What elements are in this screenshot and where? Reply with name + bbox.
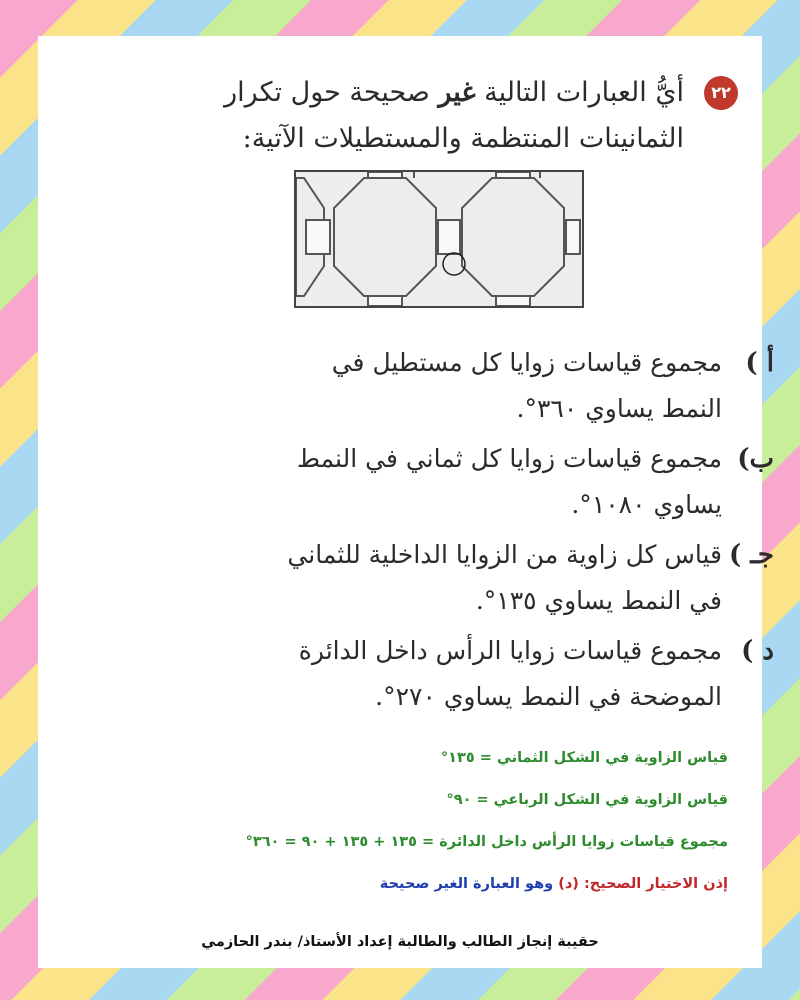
footer-credit: حقيبة إنجاز الطالب والطالبة إعداد الأستاذ/ بندر الحازمي [201,934,599,950]
not-emphasis: غير [438,77,476,108]
rectangle-top-right [496,172,530,178]
solution-rectangle-angle: قياس الزاوية في الشكل الرباعي = ٩٠° [446,792,728,808]
rectangle-mid-center [438,220,460,254]
option-c [122,532,774,624]
solution-answer [68,876,728,892]
answer-choice: (د) [558,876,579,892]
option-a-line-1: مجموع قياسات زوايا كل مستطيل في [331,348,722,377]
solution-vertex-sum: مجموع قياسات زوايا الرأس داخل الدائرة = ١٣٥ + ١٣٥ + ٩٠ = ٣٦٠° [245,834,728,850]
question-number-badge: ٢٢ [704,76,738,110]
tessellation-figure [294,170,584,308]
octagon-right [462,178,564,296]
option-d-line-1: مجموع قياسات زوايا الرأس داخل الدائرة [298,636,722,665]
solution-octagon-angle: قياس الزاوية في الشكل الثماني = ١٣٥° [440,750,728,766]
answer-suffix: وهو العبارة الغير صحيحة [379,876,559,892]
worksheet-card [38,36,774,968]
option-c-line-1: قياس كل زاوية من الزوايا الداخلية للثماني [287,540,722,569]
question-stem [84,70,684,162]
option-a [122,340,774,432]
octagon-rectangle-pattern [296,172,582,306]
option-d [122,628,774,720]
question-line-2: الثمانينات المنتظمة والمستطيلات الآتية: [242,123,684,154]
option-a-line-2: النمط يساوي ٣٦٠°. [516,394,722,423]
option-b [122,436,774,528]
option-d-letter: د ) [741,636,774,666]
rectangle-mid-left [306,220,330,254]
option-b-letter: ب) [737,444,774,474]
option-b-line-2: يساوي ١٠٨٠°. [571,490,722,519]
option-c-letter: جـ ) [728,540,774,570]
question-line-1: أيُّ العبارات التالية غير صحيحة حول تكرار [224,77,684,108]
answer-prefix: إذن الاختيار الصحيح: [578,876,728,892]
option-a-letter: أ ) [745,348,774,378]
option-d-line-2: الموضحة في النمط يساوي ٢٧٠°. [375,682,722,711]
rectangle-bottom-left [368,296,402,306]
rectangle-top-left [368,172,402,178]
rectangle-mid-right [566,220,580,254]
option-b-line-1: مجموع قياسات زوايا كل ثماني في النمط [296,444,722,473]
octagon-left [334,178,436,296]
option-c-line-2: في النمط يساوي ١٣٥°. [475,586,722,615]
rectangle-bottom-right [496,296,530,306]
